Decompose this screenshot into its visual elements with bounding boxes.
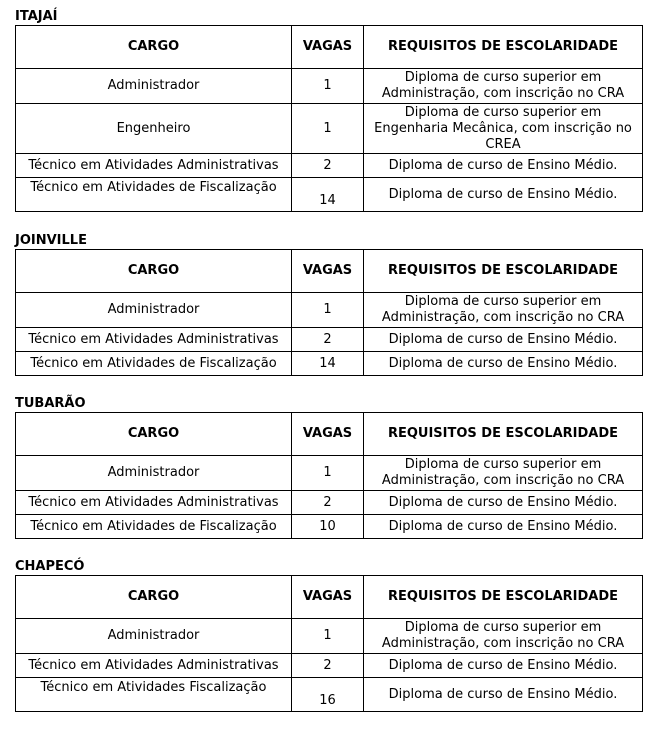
- cell-vagas: 2: [292, 491, 364, 515]
- section-title: CHAPECÓ: [15, 559, 85, 574]
- section-title: TUBARÃO: [15, 396, 86, 411]
- table-row: [16, 104, 643, 154]
- table-row: [16, 654, 643, 678]
- cell-cargo: Técnico em Atividades de Fiscalização: [16, 352, 292, 376]
- table-row: [16, 293, 643, 328]
- cell-cargo: Administrador: [16, 619, 292, 654]
- table-row: [16, 515, 643, 539]
- table-row: [16, 619, 643, 654]
- vacancy-table: [15, 249, 643, 376]
- cell-cargo: Administrador: [16, 69, 292, 104]
- header-vagas: VAGAS: [292, 576, 364, 619]
- table-row: [16, 456, 643, 491]
- vacancy-table: [15, 25, 643, 212]
- table-row: [16, 678, 643, 712]
- table-row: [16, 69, 643, 104]
- table-header-row: [16, 26, 643, 69]
- cell-vagas: 1: [292, 293, 364, 328]
- header-cargo: CARGO: [16, 26, 292, 69]
- cell-vagas: 14: [292, 178, 364, 212]
- header-requisitos: REQUISITOS DE ESCOLARIDADE: [364, 413, 643, 456]
- cell-requisitos: Diploma de curso superior em Administração, com inscrição no CRA: [364, 293, 643, 328]
- section-joinville: [15, 233, 642, 376]
- cell-requisitos: Diploma de curso de Ensino Médio.: [364, 178, 643, 212]
- cell-vagas: 14: [292, 352, 364, 376]
- vacancy-table: [15, 575, 643, 712]
- cell-requisitos: Diploma de curso de Ensino Médio.: [364, 491, 643, 515]
- table-row: [16, 491, 643, 515]
- cell-requisitos: Diploma de curso superior em Administração, com inscrição no CRA: [364, 456, 643, 491]
- section-title: JOINVILLE: [15, 233, 87, 248]
- cell-cargo: Administrador: [16, 456, 292, 491]
- table-header-row: [16, 250, 643, 293]
- header-requisitos: REQUISITOS DE ESCOLARIDADE: [364, 26, 643, 69]
- header-requisitos: REQUISITOS DE ESCOLARIDADE: [364, 250, 643, 293]
- section-chapeco: [15, 559, 642, 712]
- cell-vagas: 10: [292, 515, 364, 539]
- cell-vagas: 1: [292, 456, 364, 491]
- cell-cargo: Engenheiro: [16, 104, 292, 154]
- header-cargo: CARGO: [16, 576, 292, 619]
- cell-vagas: 2: [292, 154, 364, 178]
- cell-cargo: Técnico em Atividades Administrativas: [16, 491, 292, 515]
- table-row: [16, 328, 643, 352]
- cell-requisitos: Diploma de curso superior em Administração, com inscrição no CRA: [364, 69, 643, 104]
- cell-cargo: Técnico em Atividades de Fiscalização: [16, 178, 292, 212]
- cell-vagas: 1: [292, 69, 364, 104]
- header-cargo: CARGO: [16, 413, 292, 456]
- table-header-row: [16, 576, 643, 619]
- cell-cargo: Técnico em Atividades de Fiscalização: [16, 515, 292, 539]
- cell-requisitos: Diploma de curso de Ensino Médio.: [364, 654, 643, 678]
- cell-vagas: 1: [292, 619, 364, 654]
- header-vagas: VAGAS: [292, 413, 364, 456]
- header-cargo: CARGO: [16, 250, 292, 293]
- table-header-row: [16, 413, 643, 456]
- table-row: [16, 154, 643, 178]
- cell-cargo: Técnico em Atividades Administrativas: [16, 328, 292, 352]
- cell-vagas: 2: [292, 654, 364, 678]
- header-vagas: VAGAS: [292, 250, 364, 293]
- section-title: ITAJAÍ: [15, 9, 58, 24]
- section-itajai: [15, 9, 642, 212]
- cell-requisitos: Diploma de curso superior em Engenharia Mecânica, com inscrição no CREA: [364, 104, 643, 154]
- cell-requisitos: Diploma de curso de Ensino Médio.: [364, 154, 643, 178]
- cell-requisitos: Diploma de curso de Ensino Médio.: [364, 352, 643, 376]
- cell-cargo: Administrador: [16, 293, 292, 328]
- cell-cargo: Técnico em Atividades Fiscalização: [16, 678, 292, 712]
- cell-vagas: 16: [292, 678, 364, 712]
- cell-vagas: 1: [292, 104, 364, 154]
- cell-requisitos: Diploma de curso de Ensino Médio.: [364, 678, 643, 712]
- table-row: [16, 352, 643, 376]
- table-row: [16, 178, 643, 212]
- cell-cargo: Técnico em Atividades Administrativas: [16, 654, 292, 678]
- cell-cargo: Técnico em Atividades Administrativas: [16, 154, 292, 178]
- section-tubarao: [15, 396, 642, 539]
- cell-requisitos: Diploma de curso superior em Administração, com inscrição no CRA: [364, 619, 643, 654]
- vacancy-table: [15, 412, 643, 539]
- header-requisitos: REQUISITOS DE ESCOLARIDADE: [364, 576, 643, 619]
- cell-requisitos: Diploma de curso de Ensino Médio.: [364, 328, 643, 352]
- cell-requisitos: Diploma de curso de Ensino Médio.: [364, 515, 643, 539]
- header-vagas: VAGAS: [292, 26, 364, 69]
- cell-vagas: 2: [292, 328, 364, 352]
